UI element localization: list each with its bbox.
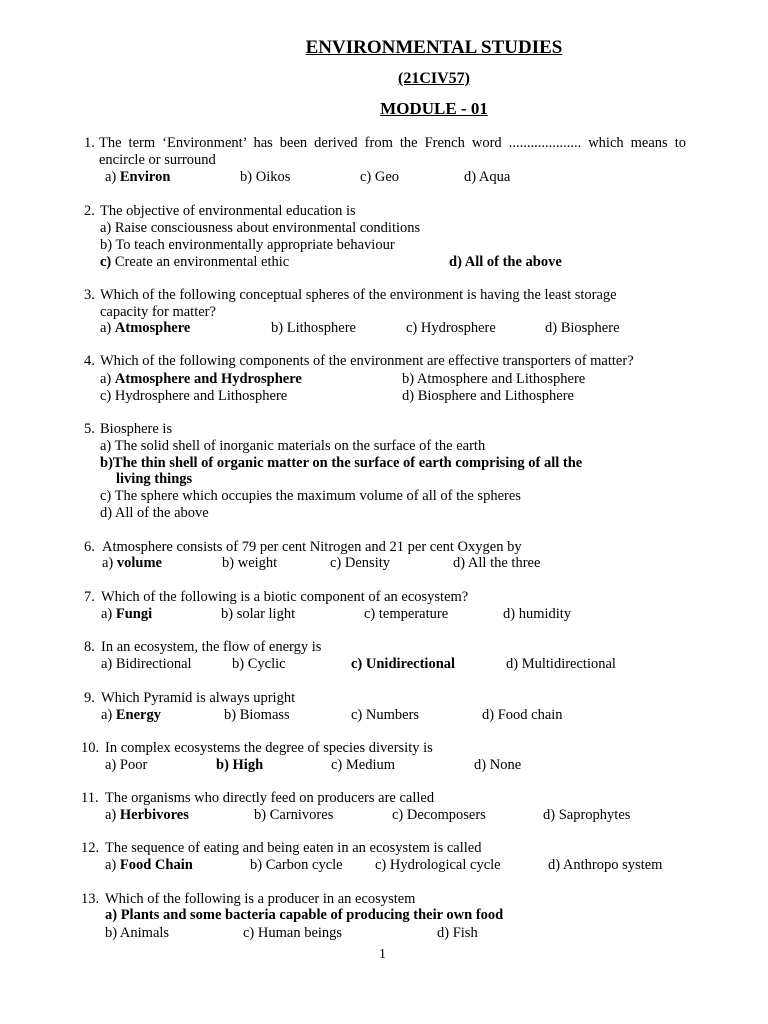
option-c: c) Density [330,555,390,571]
option-b: b) Animals [105,925,170,941]
option-a: a) Environ [105,169,171,185]
option-b: b) Oikos [240,169,291,185]
question-text: Which of the following is a producer in an ecosystem [105,891,416,907]
question-number: 10. [81,740,100,756]
question-text: Which of the following conceptual spheres of the environment is having the least storage [100,287,617,303]
option-d: d) Saprophytes [543,807,631,823]
question-number: 6. [84,539,95,555]
option-line-a: a) Plants and some bacteria capable of producing their own food [105,907,504,923]
question-number: 3. [84,287,95,303]
option-b: b) weight [222,555,278,571]
option-d: d) Fish [437,925,478,941]
document-title: ENVIRONMENTAL STUDIES [305,37,563,58]
question-number: 7. [84,589,95,605]
option-a: a) Atmosphere and Hydrosphere [100,371,302,387]
question-text: The sequence of eating and being eaten in an ecosystem is called [105,840,482,856]
question-number: 8. [84,639,95,655]
option-line-a: a) Raise consciousness about environmental conditions [100,220,421,236]
option-a: a) Herbivores [105,807,189,823]
option-d: d) Aqua [464,169,511,185]
option-a: a) Atmosphere [100,320,191,336]
course-code: (21CIV57) [398,70,470,87]
question-number: 1. [84,135,95,151]
question-text: Which of the following components of the environment are effective transporters of matter? [100,353,634,369]
question-number: 11. [81,790,99,806]
question-number: 4. [84,353,95,369]
question-text-continued: capacity for matter? [100,304,216,320]
option-b: b) solar light [221,606,296,622]
option-line-c: c) The sphere which occupies the maximum volume of all of the spheres [100,488,521,504]
option-a: a) Food Chain [105,857,193,873]
option-b: b) Carnivores [254,807,334,823]
option-d: d) Food chain [482,707,563,723]
question-number: 5. [84,421,95,437]
question-number: 9. [84,690,95,706]
question-text: Biosphere is [100,421,173,437]
option-c: c) Human beings [243,925,343,941]
option-c: c) Hydrosphere [406,320,496,336]
option-c: c) Numbers [351,707,420,723]
option-b: b) Biomass [224,707,290,723]
question-text: The organisms who directly feed on producers are called [105,790,435,806]
option-a: a) Fungi [101,606,153,622]
option-line-b-continued: living things [116,471,193,487]
option-c: c) Hydrosphere and Lithosphere [100,388,288,404]
question-text: Which of the following is a biotic component of an ecosystem? [101,589,469,605]
option-line-d: d) All of the above [100,505,209,521]
question-text-continued: encircle or surround [99,152,216,168]
option-d: d) Multidirectional [506,656,616,672]
question-text: Which Pyramid is always upright [101,690,296,706]
option-line-b: b)The thin shell of organic matter on the surface of earth comprising of all the [100,455,583,471]
option-c: c) Create an environmental ethic [100,254,290,270]
question-number: 12. [81,840,100,856]
option-a: a) Energy [101,707,161,723]
option-d: d) Anthropo system [548,857,663,873]
option-d: d) All the three [453,555,541,571]
option-c: c) Decomposers [392,807,486,823]
question-number: 13. [81,891,100,907]
option-c: c) Unidirectional [351,656,456,672]
option-b: b) Carbon cycle [250,857,343,873]
option-b: b) Atmosphere and Lithosphere [402,371,586,387]
option-d: d) Biosphere [545,320,620,336]
question-text: Atmosphere consists of 79 per cent Nitrogen and 21 per cent Oxygen by [102,539,522,555]
option-a: a) Poor [105,757,148,773]
option-c: c) temperature [364,606,449,622]
option-c: c) Medium [331,757,396,773]
page-number: 1 [379,947,386,962]
module-heading: MODULE - 01 [380,99,488,118]
option-b: b) High [216,757,264,773]
question-number: 2. [84,203,95,219]
question-text: The term ‘Environment’ has been derived from the French word .................... which means to [99,135,686,151]
option-a: a) Bidirectional [101,656,192,672]
option-b: b) Cyclic [232,656,286,672]
option-line-b: b) To teach environmentally appropriate behaviour [100,237,395,253]
option-d: d) None [474,757,522,773]
question-text: The objective of environmental education is [100,203,356,219]
option-line-a: a) The solid shell of inorganic materials on the surface of the earth [100,438,486,454]
question-text: In complex ecosystems the degree of species diversity is [105,740,433,756]
option-d: d) Biosphere and Lithosphere [402,388,574,404]
option-a: a) volume [102,555,162,571]
option-d: d) All of the above [449,254,562,270]
question-text: In an ecosystem, the flow of energy is [101,639,322,655]
option-d: d) humidity [503,606,572,622]
option-b: b) Lithosphere [271,320,356,336]
option-c: c) Geo [360,169,400,185]
option-c: c) Hydrological cycle [375,857,501,873]
